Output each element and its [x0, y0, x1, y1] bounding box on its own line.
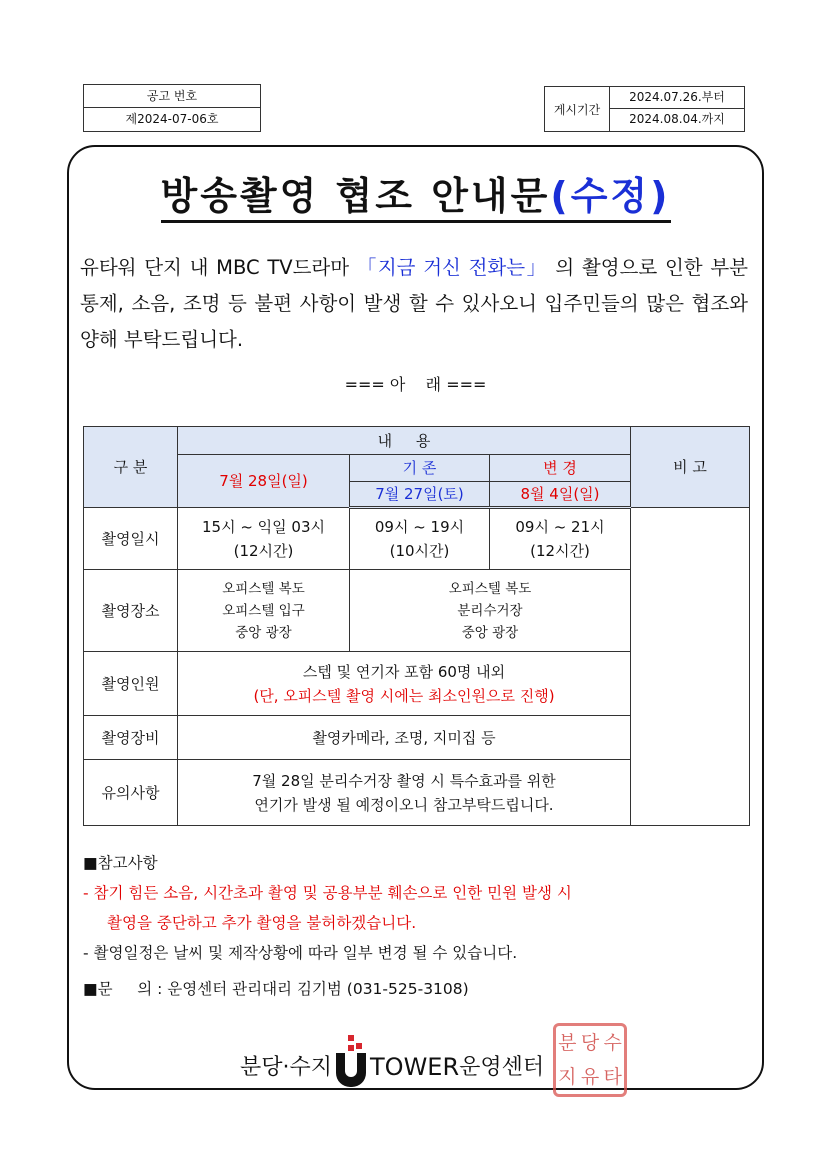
below-heading: === 아 래 === — [344, 375, 487, 394]
title-main: 방송촬영 협조 안내문 — [160, 174, 551, 218]
notes-item-1-cont: 촬영을 중단하고 추가 촬영을 불허하겠습니다. — [107, 914, 417, 932]
row-staff-value: 스텝 및 연기자 포함 60명 내외 (단, 오피스텔 촬영 시에는 최소인원으로 진행) — [178, 652, 631, 716]
notice-number-box — [83, 84, 261, 132]
row-equip-label: 촬영장비 — [84, 716, 178, 760]
header-changed: 변 경 — [490, 455, 631, 482]
official-seal-icon: 분 당 수 지 유 타 — [553, 1023, 627, 1097]
schedule-table — [83, 426, 750, 826]
posting-period-from: 2024.07.26.부터 — [610, 87, 744, 109]
contact-info: ■문 의 : 운영센터 관리대리 김기범 (031-525-3108) — [83, 980, 469, 998]
intro-before: 유타워 단지 내 MBC TV드라마 — [80, 256, 350, 279]
row-date-main: 15시 ~ 익일 03시 (12시간) — [178, 508, 350, 570]
intro-after: 의 촬영으로 인한 부분 통제, 소음, 조명 등 불편 사항이 발생 할 수 있사오니 입주민들의 많은 협조와 양해 부탁드립니다. — [80, 256, 748, 351]
intro-paragraph — [80, 250, 748, 358]
row-place-label: 촬영장소 — [84, 570, 178, 652]
document-title — [67, 165, 764, 220]
footer-org-suffix: 운영센터 — [459, 1055, 545, 1080]
footer-organization — [240, 1025, 544, 1087]
row-date-label: 촬영일시 — [84, 508, 178, 570]
notes-item-2: - 촬영일정은 날씨 및 제작상황에 따라 일부 변경 될 수 있습니다. — [83, 944, 518, 962]
intro-drama-title: 「지금 거신 전화는」 — [356, 256, 548, 279]
row-place-changed: 오피스텔 복도 분리수거장 중앙 광장 — [350, 570, 631, 652]
row-place-main: 오피스텔 복도 오피스텔 입구 중앙 광장 — [178, 570, 350, 652]
header-category: 구 분 — [84, 427, 178, 508]
posting-period-box — [544, 86, 745, 132]
row-caution-label: 유의사항 — [84, 760, 178, 826]
row-equip-value: 촬영카메라, 조명, 지미집 등 — [178, 716, 631, 760]
utower-logo-icon — [336, 1033, 366, 1087]
header-main-date: 7월 28일(일) — [178, 455, 350, 508]
posting-period-to: 2024.08.04.까지 — [629, 112, 725, 126]
row-date-changed: 09시 ~ 21시 (12시간) — [490, 508, 631, 570]
row-staff-label: 촬영인원 — [84, 652, 178, 716]
header-content: 내 용 — [178, 427, 631, 455]
remark-cell — [631, 508, 750, 826]
header-existing-date: 7월 27일(토) — [350, 482, 490, 508]
reference-notes — [83, 848, 749, 968]
notes-heading: ■참고사항 — [83, 854, 158, 872]
header-existing: 기 존 — [350, 455, 490, 482]
posting-period-label: 게시기간 — [545, 87, 610, 131]
notice-number-label: 공고 번호 — [146, 89, 198, 103]
row-caution-value: 7월 28일 분리수거장 촬영 시 특수효과를 위한 연기가 발생 될 예정이오니 참고부탁드립니다. — [178, 760, 631, 826]
footer-brand: TOWER — [370, 1053, 460, 1081]
title-revision: (수정) — [550, 174, 671, 218]
header-remark: 비 고 — [631, 427, 750, 508]
header-changed-date: 8월 4일(일) — [490, 482, 631, 508]
row-date-existing: 09시 ~ 19시 (10시간) — [350, 508, 490, 570]
notes-item-1: - 참기 힘든 소음, 시간초과 촬영 및 공용부분 훼손으로 인한 민원 발생 시 — [83, 884, 572, 902]
footer-org-prefix: 분당·수지 — [240, 1055, 333, 1080]
notice-number-value: 제2024-07-06호 — [84, 107, 260, 130]
